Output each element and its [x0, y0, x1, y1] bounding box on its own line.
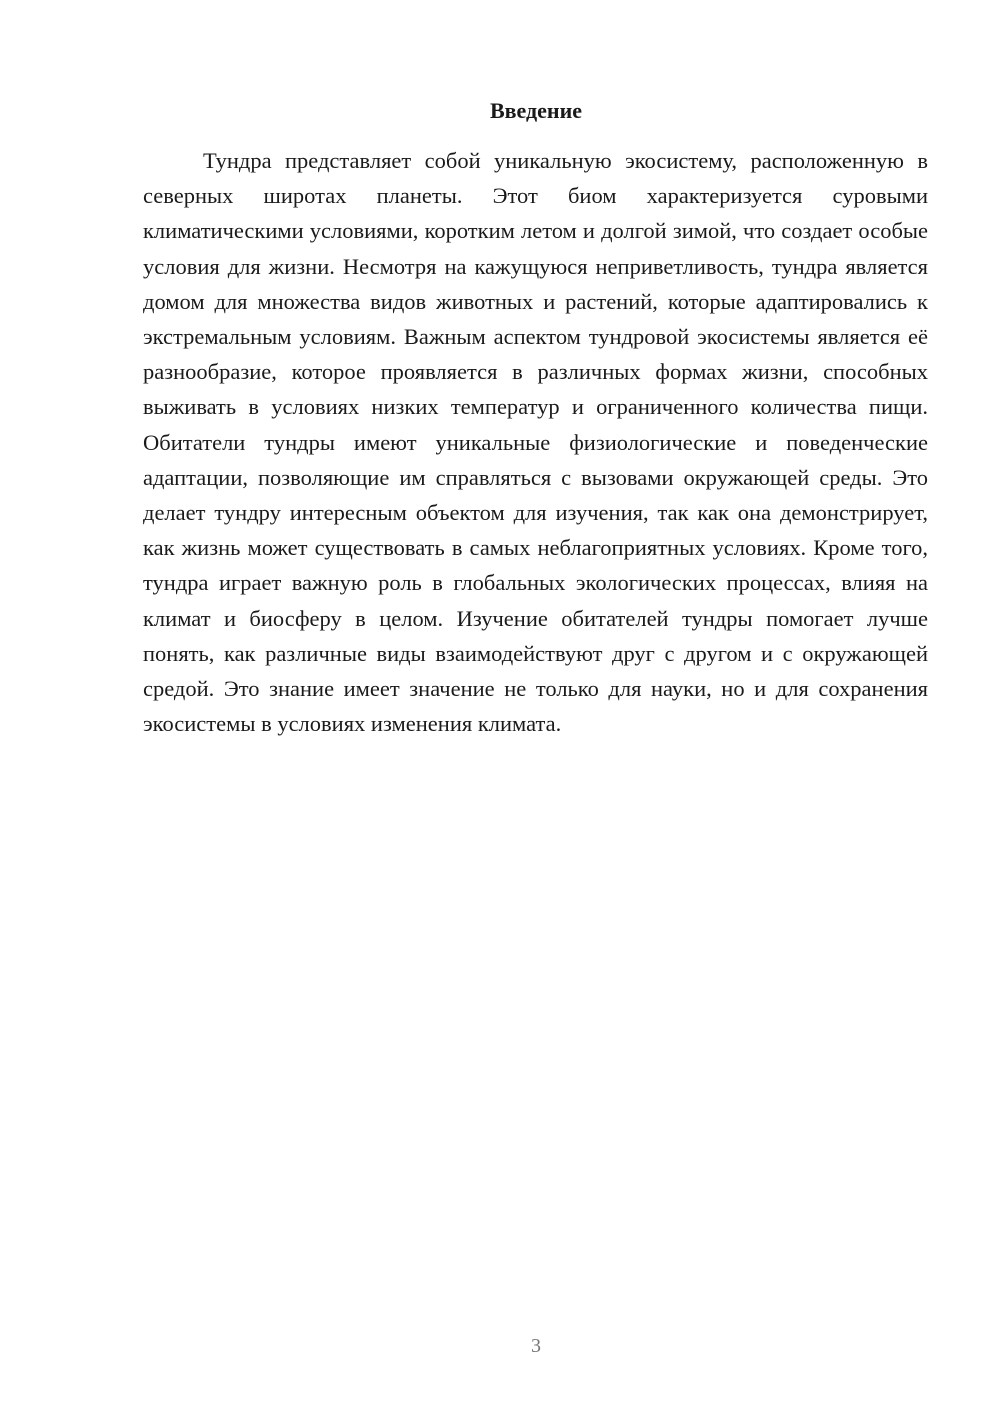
intro-paragraph: Тундра представляет собой уникальную экосистему, расположенную в северных широтах планеты. Этот биом характеризуется суровыми климатическими условиями, коротким летом и долгой зимой, что создает особые условия для жизни. Несмотря на кажущуюся неприветливость, тундра является домом для множества видов животных и растений, которые адаптировались к экстремальным условиям. Важным аспектом тундровой экосистемы является её разнообразие, которое проявляется в различных формах жизни, способных выживать в условиях низких температур и ограниченного количества пищи. Обитатели тундры имеют уникальные физиологические и поведенческие адаптации, позволяющие им справляться с вызовами окружающей среды. Это делает тундру интересным объектом для изучения, так как она демонстрирует, как жизнь может существовать в самых неблагоприятных условиях. Кроме того, тундра играет важную роль в глобальных экологических процессах, влияя на климат и биосферу в целом. Изучение обитателей тундры помогает лучше понять, как различные виды взаимодействуют друг с другом и с окружающей средой. Это знание имеет значение не только для науки, но и для сохранения экосистемы в условиях изменения климата.: [143, 148, 928, 737]
section-heading: Введение: [489, 98, 583, 123]
page-number: 3: [531, 1335, 541, 1357]
